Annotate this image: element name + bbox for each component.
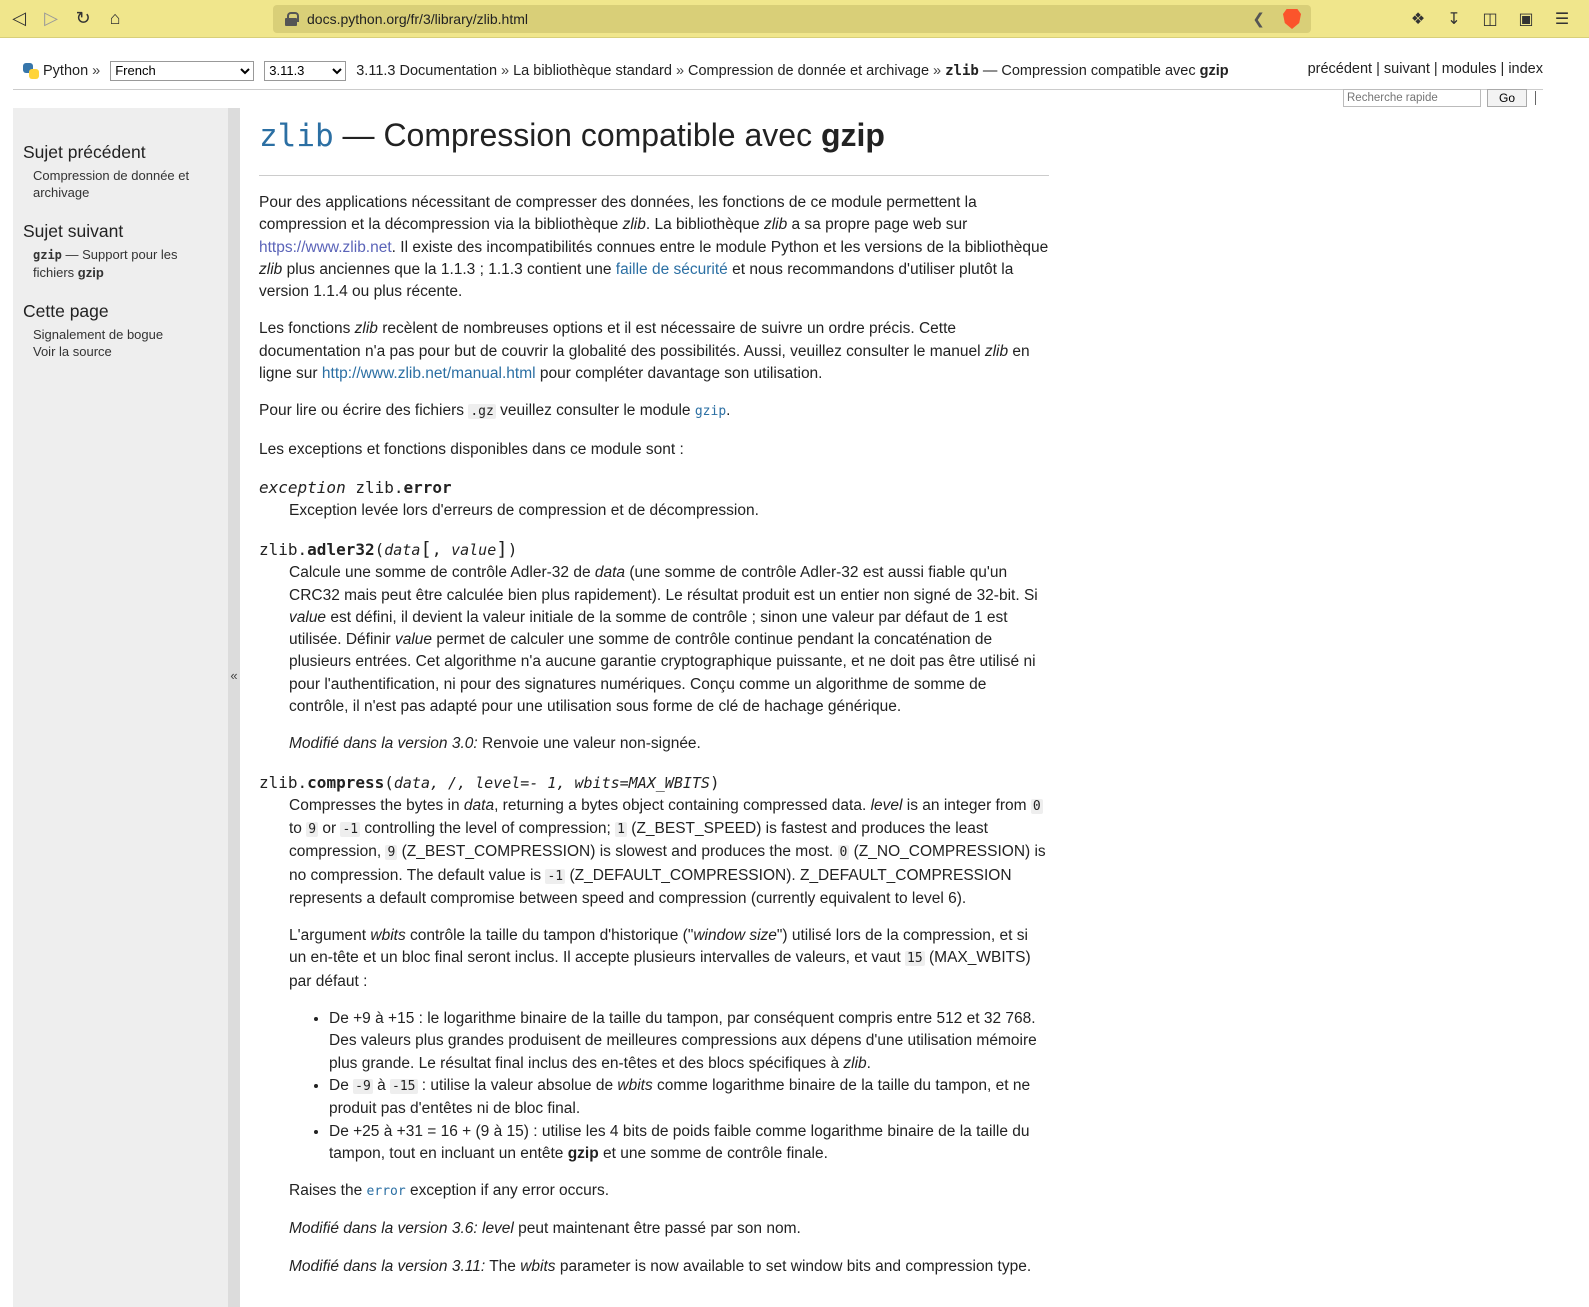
compress-description: Compresses the bytes in data, returning a bytes object containing compressed data. level is an integer from 0 to 9 or -1 controlling the level of compression; 1 (Z_BEST_SPEED) is fastest and produces the least compression, 9 (Z_BEST_COMPRESSION) is slowest and produces the most. 0 (Z_NO_COMPRESSION) is no compression. The default value is -1 (Z_DEFAULT_COMPRESSION). Z_DEFAULT_COMPRESSION represents a default compromise between speed and compression (currently equivalent to level 6). L'argument wbits contrôle la taille du tampon d'historique ("window size") utilisé lors de la compression, et si un en-tête et un bloc final seront inclus. Il accepte plusieurs intervalles de valeurs, et vaut 15 (MAX_WBITS) par défaut : • De +9 à +15 : le logarithme binaire de la taille du tampon, par conséquent compris entre 512 et 32 768. Des valeurs plus grandes produisent de meilleures compressions aux dépens d'une utilisation mémoire plus grande. Le résultat final inclus des en-têtes et des blocs spécifiques à zlib. • De -9 à -15 : utilise la valeur absolue de wbits comme logarithme binaire de la taille du tampon, et ne produit pas d'entêtes ni de bloc final. • De +25 à +31 = 16 + (9 à 15) : utilise les 4 bits de poids faible comme logarithme binaire de la taille du tampon, tout en incluant un entête gzip et une somme de contrôle finale. Raises the error exception if any error occurs. Modifié dans la version 3.6: level peut maintenant être passé par son nom. Modifié dans la version 3.11: The wbits parameter is now available to set window bits and compression type.: [259, 795, 1049, 1278]
sidebar-prev-title: Sujet précédent: [23, 142, 146, 162]
sidebar-prev-link[interactable]: Compression de donnée et archivage: [33, 168, 190, 200]
sidebar-next-title: Sujet suivant: [23, 221, 124, 241]
brave-shield-icon[interactable]: [1283, 9, 1301, 29]
adler32-description: Calcule une somme de contrôle Adler-32 de data (une somme de contrôle Adler-32 est aussi fiable qu'un CRC32 mais peut être calculée bien plus rapidement). Le résultat produit est un entier non signé de 32-bit. Si value est défini, il devient la valeur initiale de la somme de contrôle ; sinon une valeur par défaut de 1 est utilisée. Définir value permet de calculer une somme de contrôle continue pendant la concaténation de plusieurs entrées. Cet algorithme n'a aucune garantie cryptographique puissante, et ne doit pas être utilisé ni pour l'authentification, ni pour des signatures numériques. Conçu comme un algorithme de somme de contrôle, il n'est pas adapté pour une utilisation sous forme de clé de hachage générique. Modifié dans la version 3.0: Renvoie une valeur non-signée.: [259, 562, 1049, 755]
error-signature: exception zlib.error: [259, 477, 452, 497]
error-description: Exception levée lors d'erreurs de compression et de décompression.: [289, 501, 759, 519]
list-item: • De -9 à -15 : utilise la valeur absolue de wbits comme logarithme binaire de la taille du tampon, et ne produit pas d'entêtes ni de bloc final.: [329, 1075, 1049, 1121]
address-bar[interactable]: [273, 5, 1311, 33]
crumb-current: zlib — Compression compatible avec gzip: [945, 62, 1229, 79]
changed-311-note: Modifié dans la version 3.11: The wbits parameter is now available to set window bits and compression type.: [289, 1257, 1032, 1275]
search-go-button[interactable]: Go: [1487, 89, 1527, 107]
page-title: zlib — Compression compatible avec gzip: [259, 110, 1049, 176]
sidebar: [13, 108, 228, 1307]
adler32-signature: zlib.adler32(data[, value]): [259, 538, 518, 561]
changed-36-note: Modifié dans la version 3.6: level peut maintenant être passé par son nom.: [289, 1220, 801, 1238]
browser-toolbar: [0, 0, 1589, 38]
gzip-module-link[interactable]: gzip: [694, 404, 727, 420]
list-item: • De +25 à +31 = 16 + (9 à 15) : utilise les 4 bits de poids faible comme logarithme binaire de la taille du tampon, tout en incluant un entête gzip et une somme de contrôle finale.: [329, 1121, 1049, 1166]
url-text[interactable]: docs.python.org/fr/3/library/zlib.html: [307, 11, 528, 27]
sidebar-bug-link[interactable]: Signalement de bogue: [33, 327, 164, 342]
download-icon[interactable]: ↧: [1447, 11, 1461, 28]
reload-icon[interactable]: ↻: [75, 8, 91, 28]
lock-icon: [285, 12, 297, 26]
sidebar-source-link[interactable]: Voir la source: [33, 344, 112, 359]
search-input[interactable]: [1343, 89, 1481, 107]
compress-signature: zlib.compress(data, /, level=- 1, wbits=MAX_WBITS): [259, 772, 720, 792]
zlib-website-link[interactable]: https://www.zlib.net: [259, 238, 392, 256]
gzip-paragraph: Pour lire ou écrire des fichiers .gz veuillez consulter le module gzip.: [259, 402, 731, 420]
back-icon[interactable]: ◁: [12, 8, 26, 28]
forward-icon[interactable]: ▷: [44, 8, 58, 28]
share-icon[interactable]: ❮: [1252, 11, 1265, 28]
wallet-icon[interactable]: ▣: [1518, 11, 1534, 28]
related-nav: précédent | suivant | modules | index: [1307, 61, 1543, 77]
menu-icon[interactable]: ☰: [1554, 11, 1570, 28]
crumb-documentation[interactable]: 3.11.3 Documentation: [356, 62, 498, 79]
nav-index[interactable]: index: [1508, 61, 1543, 77]
intro-paragraph: Pour des applications nécessitant de compresser des données, les fonctions de ce module permettent la compression et la décompression via la bibliothèque zlib. La bibliothèque zlib a sa propre page web sur https://www.zlib.net. Il existe des incompatibilités connues entre le module Python et les versions de la bibliothèque zlib plus anciennes que la 1.1.3 ; 1.1.3 contient une faille de sécurité et nous recommandons d'utiliser plutôt la version 1.1.4 ou plus récente.: [259, 194, 1049, 301]
list-item: • De +9 à +15 : le logarithme binaire de la taille du tampon, par conséquent compris entre 512 et 32 768. Des valeurs plus grandes produisent de meilleures compressions aux dépens d'une utilisation mémoire plus grande. Le résultat final inclus des en-têtes et des blocs spécifiques à zlib.: [329, 1008, 1049, 1075]
crumb-compression[interactable]: Compression de donnée et archivage: [688, 62, 930, 79]
crumb-python[interactable]: Python: [43, 62, 89, 79]
crumb-stdlib[interactable]: La bibliothèque standard: [513, 62, 672, 79]
adler32-changed-note: Modifié dans la version 3.0: Renvoie une valeur non-signée.: [289, 735, 701, 753]
raises-note: Raises the error exception if any error occurs.: [289, 1182, 609, 1200]
sidebar-icon[interactable]: ◫: [1482, 11, 1498, 28]
sidebar-next-link[interactable]: gzip — Support pour les fichiers gzip: [33, 247, 178, 280]
home-icon[interactable]: ⌂: [109, 8, 121, 28]
main-content: [259, 110, 1049, 1293]
sidebar-page-title: Cette page: [23, 301, 109, 321]
quick-search: [1343, 89, 1536, 107]
zlib-manual-link[interactable]: http://www.zlib.net/manual.html: [321, 365, 536, 383]
nav-next[interactable]: suivant: [1383, 61, 1430, 77]
version-select[interactable]: [264, 61, 346, 81]
python-logo-icon: [23, 63, 39, 79]
extensions-icon[interactable]: ❖: [1410, 11, 1426, 28]
exceptions-intro: Les exceptions et fonctions disponibles dans ce module sont :: [259, 440, 684, 458]
security-flaw-link[interactable]: faille de sécurité: [615, 260, 728, 278]
sidebar-collapse-button[interactable]: «: [228, 108, 240, 1307]
nav-modules[interactable]: modules: [1441, 61, 1497, 77]
options-paragraph: Les fonctions zlib recèlent de nombreuses options et il est nécessaire de suivre un ordre précis. Cette documentation n'a pas pour but de couvrir la globalité des possibilités. Aussi, veuillez consulter le manuel zlib en ligne sur http://www.zlib.net/manual.html pour compléter davantage son utilisation.: [259, 320, 1030, 383]
language-select[interactable]: [110, 61, 254, 81]
wbits-list: [289, 1008, 1049, 1165]
breadcrumb: Python » French 3.11.3 3.11.3 Documentation » La bibliothèque standard » Compression de donnée et archivage » zlib — Compression compatible avec gzip précédent | suivant | modules | index: [13, 52, 1543, 90]
nav-previous[interactable]: précédent: [1307, 61, 1373, 77]
error-link[interactable]: error: [366, 1184, 406, 1200]
